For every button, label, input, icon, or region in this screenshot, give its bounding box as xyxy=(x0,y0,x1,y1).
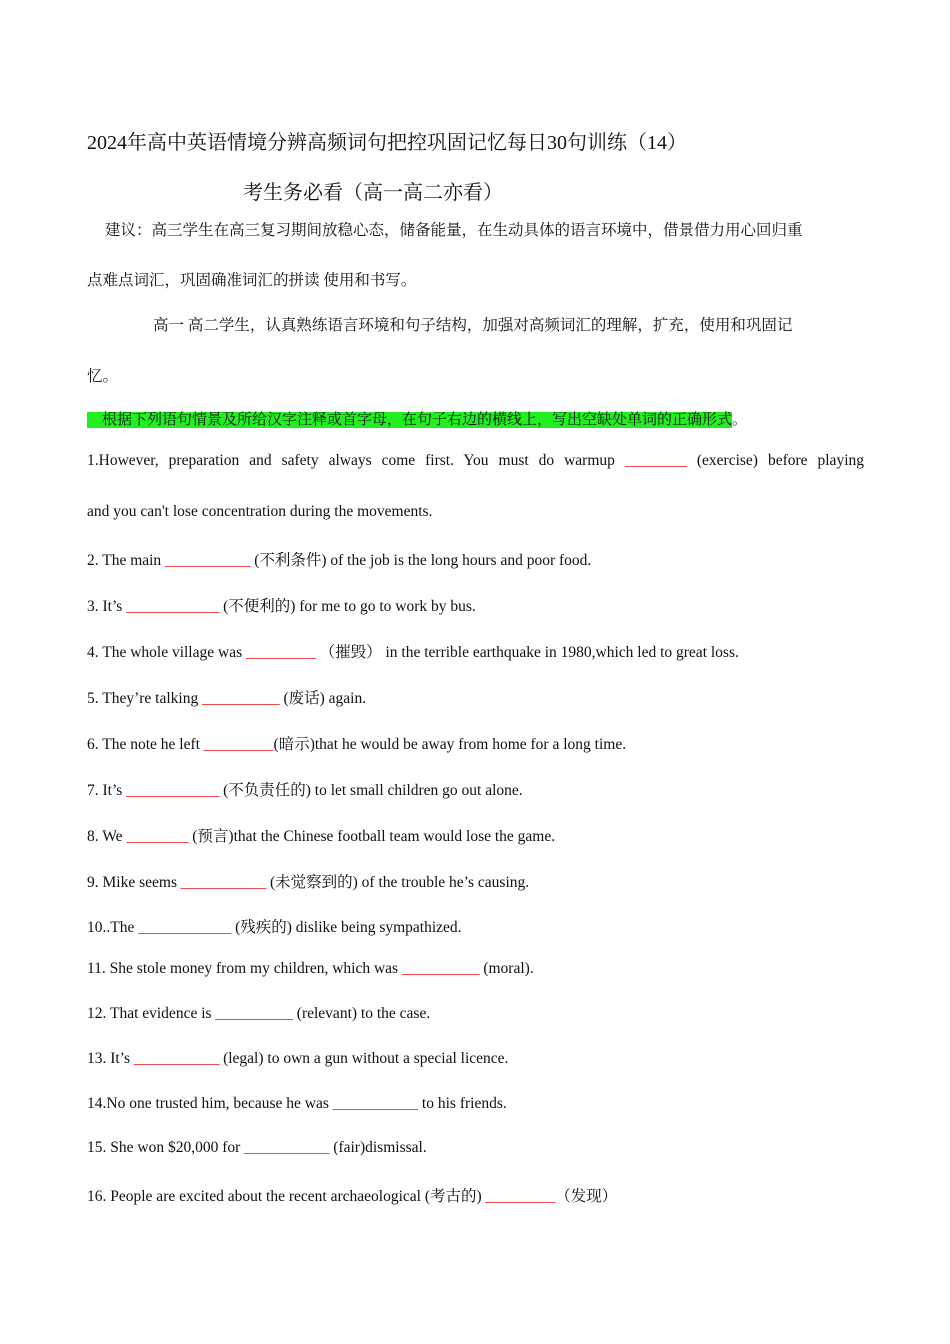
question-14: 14.No one trusted him, because he was ___________ to his friends. xyxy=(87,1095,507,1112)
question-1: 1.However, preparation and safety always come first. You must do warmup ________ (exercise) before playing xyxy=(87,452,864,469)
answer-blank[interactable]: ___________ xyxy=(133,1050,220,1067)
answer-blank[interactable]: ___________ xyxy=(244,1139,330,1156)
instruction-end: 。 xyxy=(732,412,748,428)
question-2: 2. The main ___________ (不利条件) of the job is the long hours and poor food. xyxy=(87,552,592,569)
document-subtitle: 考生务必看（高一高二亦看） xyxy=(243,182,503,204)
question-3: 3. It’s ____________ (不便利的) for me to go to work by bus. xyxy=(87,598,476,615)
answer-blank[interactable]: _________ xyxy=(203,736,274,753)
answer-blank[interactable]: ____________ xyxy=(138,919,232,936)
question-16: 16. People are excited about the recent archaeological (考古的) _________（发现） xyxy=(87,1188,618,1205)
answer-blank[interactable]: ____________ xyxy=(126,782,220,799)
question-12: 12. That evidence is __________ (relevant) to the case. xyxy=(87,1005,431,1022)
question-10: 10..The ____________ (残疾的) dislike being sympathized. xyxy=(87,919,462,936)
advice-line-2: 点难点词汇，巩固确准词汇的拼读 使用和书写。 xyxy=(87,272,417,289)
question-1-continued: and you can't lose concentration during the movements. xyxy=(87,503,433,520)
answer-blank[interactable]: __________ xyxy=(215,1005,293,1022)
answer-blank[interactable]: _________ xyxy=(485,1188,556,1205)
question-6: 6. The note he left _________(暗示)that he would be away from home for a long time. xyxy=(87,736,627,753)
advice2-line-1: 高一 高二学生，认真熟练语言环境和句子结构，加强对高频词汇的理解，扩充，使用和巩固记 xyxy=(153,317,793,334)
question-7: 7. It’s ____________ (不负责任的) to let small children go out alone. xyxy=(87,782,523,799)
advice2-line-2: 忆。 xyxy=(87,368,119,385)
answer-blank[interactable]: ________ xyxy=(624,452,687,469)
question-4: 4. The whole village was _________ （摧毁） in the terrible earthquake in 1980,which led to great loss. xyxy=(87,644,739,661)
answer-blank[interactable]: ___________ xyxy=(165,552,251,569)
answer-blank[interactable]: ___________ xyxy=(332,1095,419,1112)
instruction-highlight: 根据下列语句情景及所给汉字注释或首字母，在句子右边的横线上，写出空缺处单词的正确形式 xyxy=(87,412,733,428)
question-15: 15. She won $20,000 for ___________ (fair)dismissal. xyxy=(87,1139,427,1156)
advice-line-1: 建议：高三学生在高三复习期间放稳心态，储备能量，在生动具体的语言环境中，借景借力用心回归重 xyxy=(105,222,803,239)
answer-blank[interactable]: __________ xyxy=(202,690,280,707)
question-11: 11. She stole money from my children, which was __________ (moral). xyxy=(87,960,534,977)
question-9: 9. Mike seems ___________ (未觉察到的) of the trouble he’s causing. xyxy=(87,874,530,891)
answer-blank[interactable]: _________ xyxy=(245,644,316,661)
answer-blank[interactable]: __________ xyxy=(401,960,480,977)
instruction xyxy=(87,408,747,429)
question-13: 13. It’s ___________ (legal) to own a gun without a special licence. xyxy=(87,1050,509,1067)
document-title: 2024年高中英语情境分辨高频词句把控巩固记忆每日30句训练（14） xyxy=(87,132,687,154)
answer-blank[interactable]: ___________ xyxy=(180,874,267,891)
answer-blank[interactable]: ________ xyxy=(126,828,189,845)
question-5: 5. They’re talking __________ (废话) again. xyxy=(87,690,367,707)
answer-blank[interactable]: ____________ xyxy=(126,598,220,615)
question-8: 8. We ________ (预言)that the Chinese football team would lose the game. xyxy=(87,828,556,845)
